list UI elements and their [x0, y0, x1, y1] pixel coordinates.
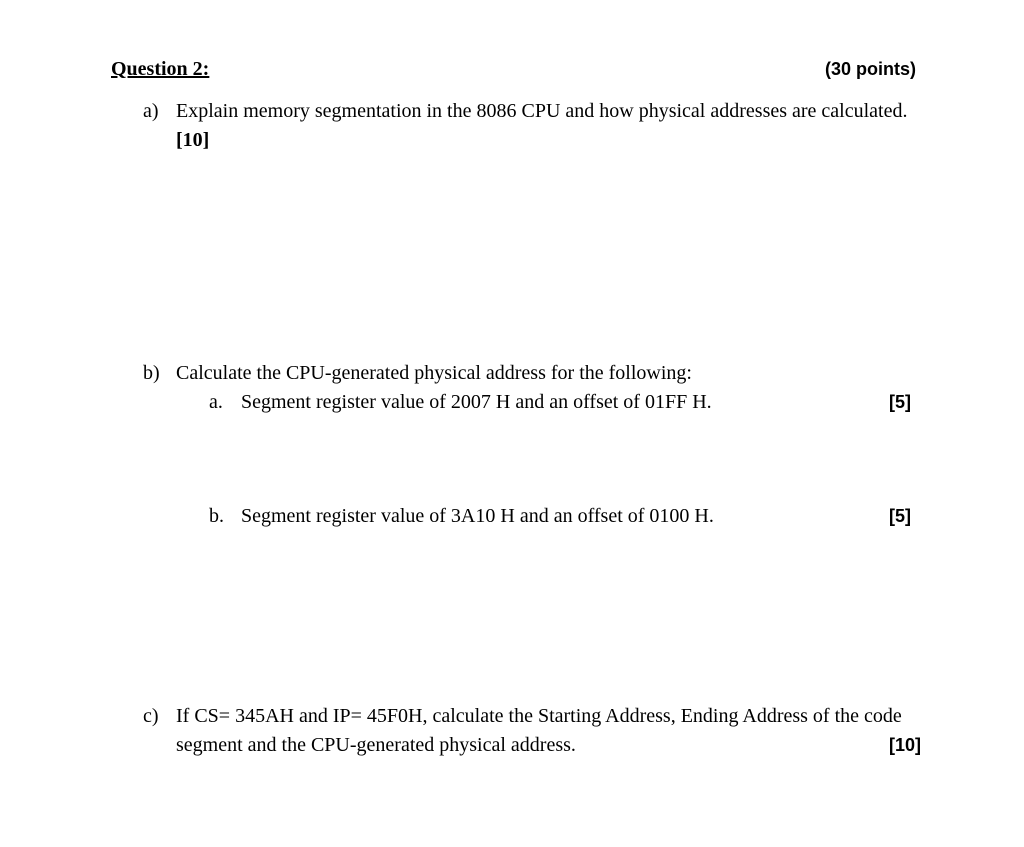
part-a-text: Explain memory segmentation in the 8086 CPU and how physical addresses are calculated.: [176, 100, 908, 122]
part-b-sub-b-mark: [5]: [889, 506, 911, 526]
question-title: Question 2:: [111, 58, 210, 80]
part-b-sub-a-label: a.: [209, 391, 223, 413]
part-a-label: a): [143, 100, 159, 122]
part-c-mark: [10]: [889, 735, 922, 755]
part-c-text-line2: segment and the CPU-generated physical address.: [176, 734, 576, 756]
part-b-sub-b-label: b.: [209, 505, 224, 527]
question-points: (30 points): [825, 59, 917, 79]
part-b-sub-b-text: Segment register value of 3A10 H and an offset of 0100 H.: [241, 505, 714, 527]
part-b-sub-a-mark: [5]: [889, 392, 911, 412]
part-b-text: Calculate the CPU-generated physical address for the following:: [176, 362, 692, 384]
part-a-mark: [10]: [176, 129, 210, 151]
part-c-text-line1: If CS= 345AH and IP= 45F0H, calculate the Starting Address, Ending Address of the code: [176, 705, 902, 727]
part-b-sub-a-text: Segment register value of 2007 H and an offset of 01FF H.: [241, 391, 712, 413]
part-b-label: b): [143, 362, 160, 384]
part-c-label: c): [143, 705, 159, 727]
